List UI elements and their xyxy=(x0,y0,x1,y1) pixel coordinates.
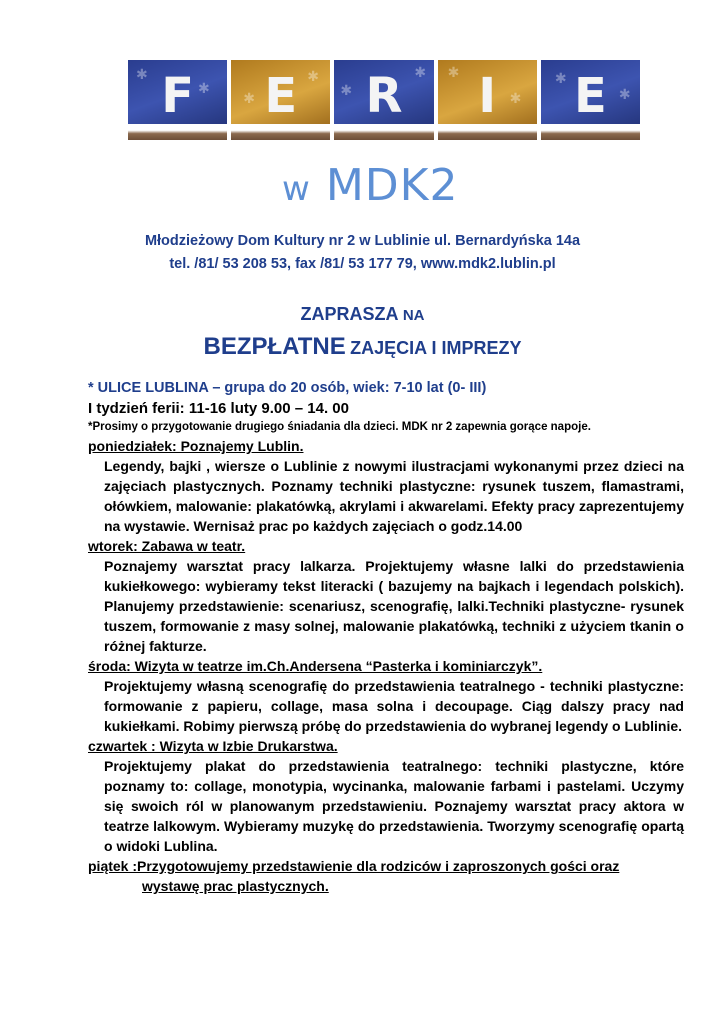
invite-bezplatne: BEZPŁATNE xyxy=(203,333,346,360)
logo-w: w xyxy=(282,169,311,209)
address-line-2: tel. /81/ 53 208 53, fax /81/ 53 177 79, www.mdk2.lublin.pl xyxy=(169,256,556,272)
invite-zajecia: ZAJĘCIA I IMPREZY xyxy=(350,338,522,358)
banner-letter: E xyxy=(574,68,607,124)
day-tuesday-title: wtorek: Zabawa w teatr. xyxy=(88,538,246,554)
banner-letter: R xyxy=(365,68,403,124)
breakfast-note: *Prosimy o przygotowanie drugiego śniadania dla dzieci. MDK nr 2 zapewnia gorące napoje. xyxy=(88,421,591,433)
day-wednesday-title: środa: Wizyta w teatrze im.Ch.Andersena “Pasterka i kominiarczyk”. xyxy=(88,658,543,674)
banner-tile-i: ✱ ✱ I xyxy=(438,60,537,140)
banner-letter: I xyxy=(478,68,497,124)
day-wednesday-text: Projektujemy własną scenografię do przedstawienia teatralnego - techniki plastyczne: formowanie z papieru, collage, masa solna i decoupage. Ciąg dalszy pracy nad kukiełkami. Robimy pierwszą próbę do przedstawienia do wybranej legendy o Lublinie. xyxy=(104,678,684,734)
mdk2-logo xyxy=(282,160,462,220)
week-dates: I tydzień ferii: 11-16 luty 9.00 – 14. 00 xyxy=(88,400,349,417)
address-line-1: Młodzieżowy Dom Kultury nr 2 w Lublinie ul. Bernardyńska 14a xyxy=(144,233,581,249)
banner-tile-e: ✱ ✱ E xyxy=(231,60,330,140)
banner-letter: E xyxy=(264,68,298,124)
invite-na: NA xyxy=(402,307,425,324)
program-content xyxy=(88,378,684,896)
banner-tile-r: ✱ ✱ R xyxy=(334,60,433,140)
banner-tile-e2: ✱ ✱ E xyxy=(541,60,640,140)
program-heading: * ULICE LUBLINA – grupa do 20 osób, wiek: 7-10 lat (0- III) xyxy=(88,380,487,396)
invite-zaprasza: ZAPRASZA xyxy=(300,304,398,324)
day-monday-text: Legendy, bajki , wiersze o Lublinie z nowymi ilustracjami wykonanymi przez dzieci na zajęciach plastycznych. Poznamy techniki plastyczne: rysunek tuszem, flamastrami, ołówkiem, malowanie: plakatówką, akrylami i akwarelami. Efekty pracy zaprezentujemy na wystawie. Wernisaż prac po każdych zajęciach o godz.14.00 xyxy=(104,458,684,534)
ferie-banner xyxy=(128,60,640,140)
day-thursday-text: Projektujemy plakat do przedstawienia teatralnego: techniki plastyczne, które poznamy to: collage, monotypia, wycinanka, malowanie farbami i pastelami. Uczymy się swoich ról w planowanym przedstawieniu. Poznajemy warsztat pracy aktora w teatrze lalkowym. Wybieramy muzykę do przedstawienia. Tworzymy scenografię opartą o widoki Lublina. xyxy=(104,758,684,854)
day-thursday-title: czwartek : Wizyta w Izbie Drukarstwa. xyxy=(88,738,338,754)
banner-letter: F xyxy=(161,68,194,124)
logo-mdk-text: MDK2 xyxy=(325,160,459,211)
day-monday-title: poniedziałek: Poznajemy Lublin. xyxy=(88,438,304,454)
invite-line-1 xyxy=(0,304,725,325)
day-friday-title: piątek :Przygotowujemy przedstawienie dla rodziców i zaproszonych gości oraz xyxy=(88,858,620,874)
banner-tile-f: ✱ ✱ F xyxy=(128,60,227,140)
day-friday-title-cont: wystawę prac plastycznych. xyxy=(142,878,329,894)
day-tuesday-text: Poznajemy warsztat pracy lalkarza. Projektujemy własne lalki do przedstawienia kukiełkowego: wybieramy tekst literacki ( bazujemy na bajkach i legendach polskich). Planujemy przedstawienie: scenariusz, scenografię, lalki.Techniki plastyczne- rysunek tuszem, formowanie z masy solnej, malowanie plakatówką, techniki z użyciem tkanin o różnej fakturze. xyxy=(104,558,684,654)
invite-line-2 xyxy=(0,333,725,361)
